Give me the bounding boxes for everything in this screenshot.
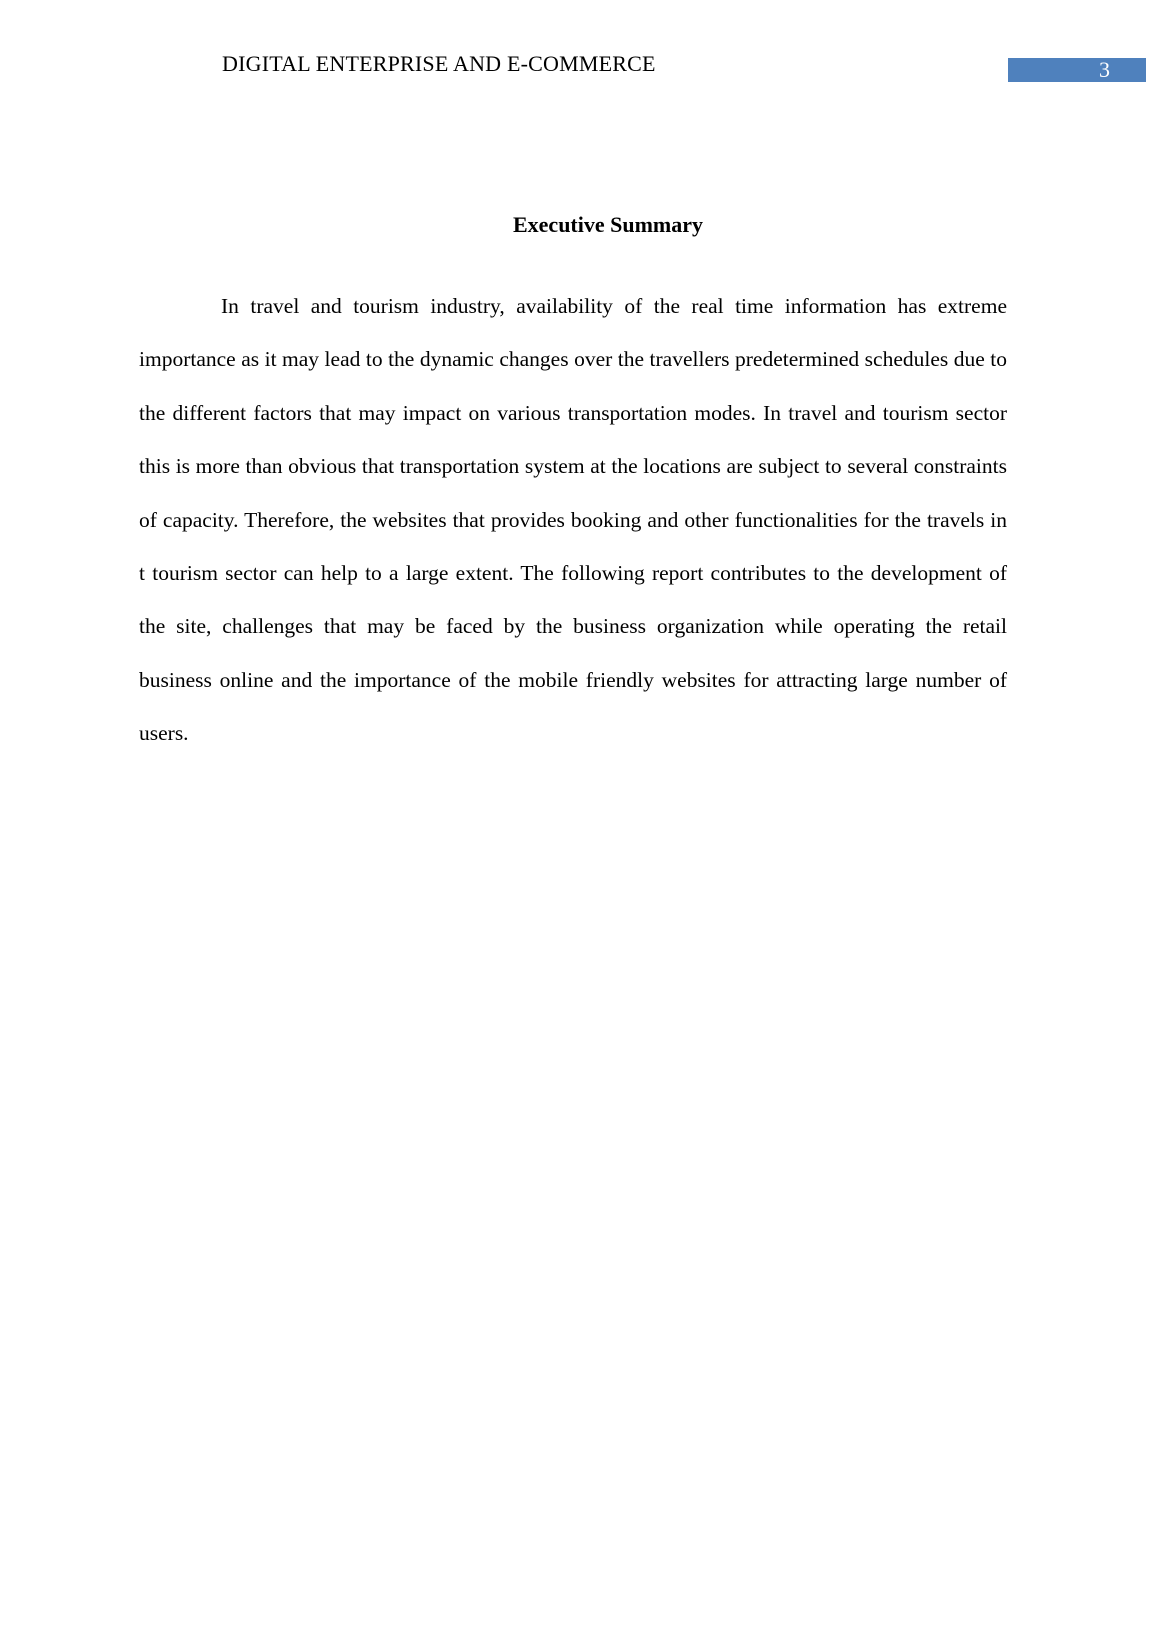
body-paragraph: In travel and tourism industry, availability of the real time information has extreme importance as it may lead to the dynamic changes over the travellers predetermined schedules due to the different factors that may impact on various transportation modes. In travel and tourism sector this is more than obvious that transportation system at the locations are subject to several constraints of capacity. Therefore, the websites that provides booking and other functionalities for the travels in t tourism sector can help to a large extent. The following report contributes to the development of the site, challenges that may be faced by the business organization while operating the retail business online and the importance of the mobile friendly websites for attracting large number of users. bbox=[139, 294, 1007, 746]
page-number-box bbox=[1008, 58, 1146, 82]
section-title: Executive Summary bbox=[512, 212, 704, 237]
page-number: 3 bbox=[1099, 57, 1110, 82]
running-head: DIGITAL ENTERPRISE AND E-COMMERCE bbox=[222, 51, 656, 76]
